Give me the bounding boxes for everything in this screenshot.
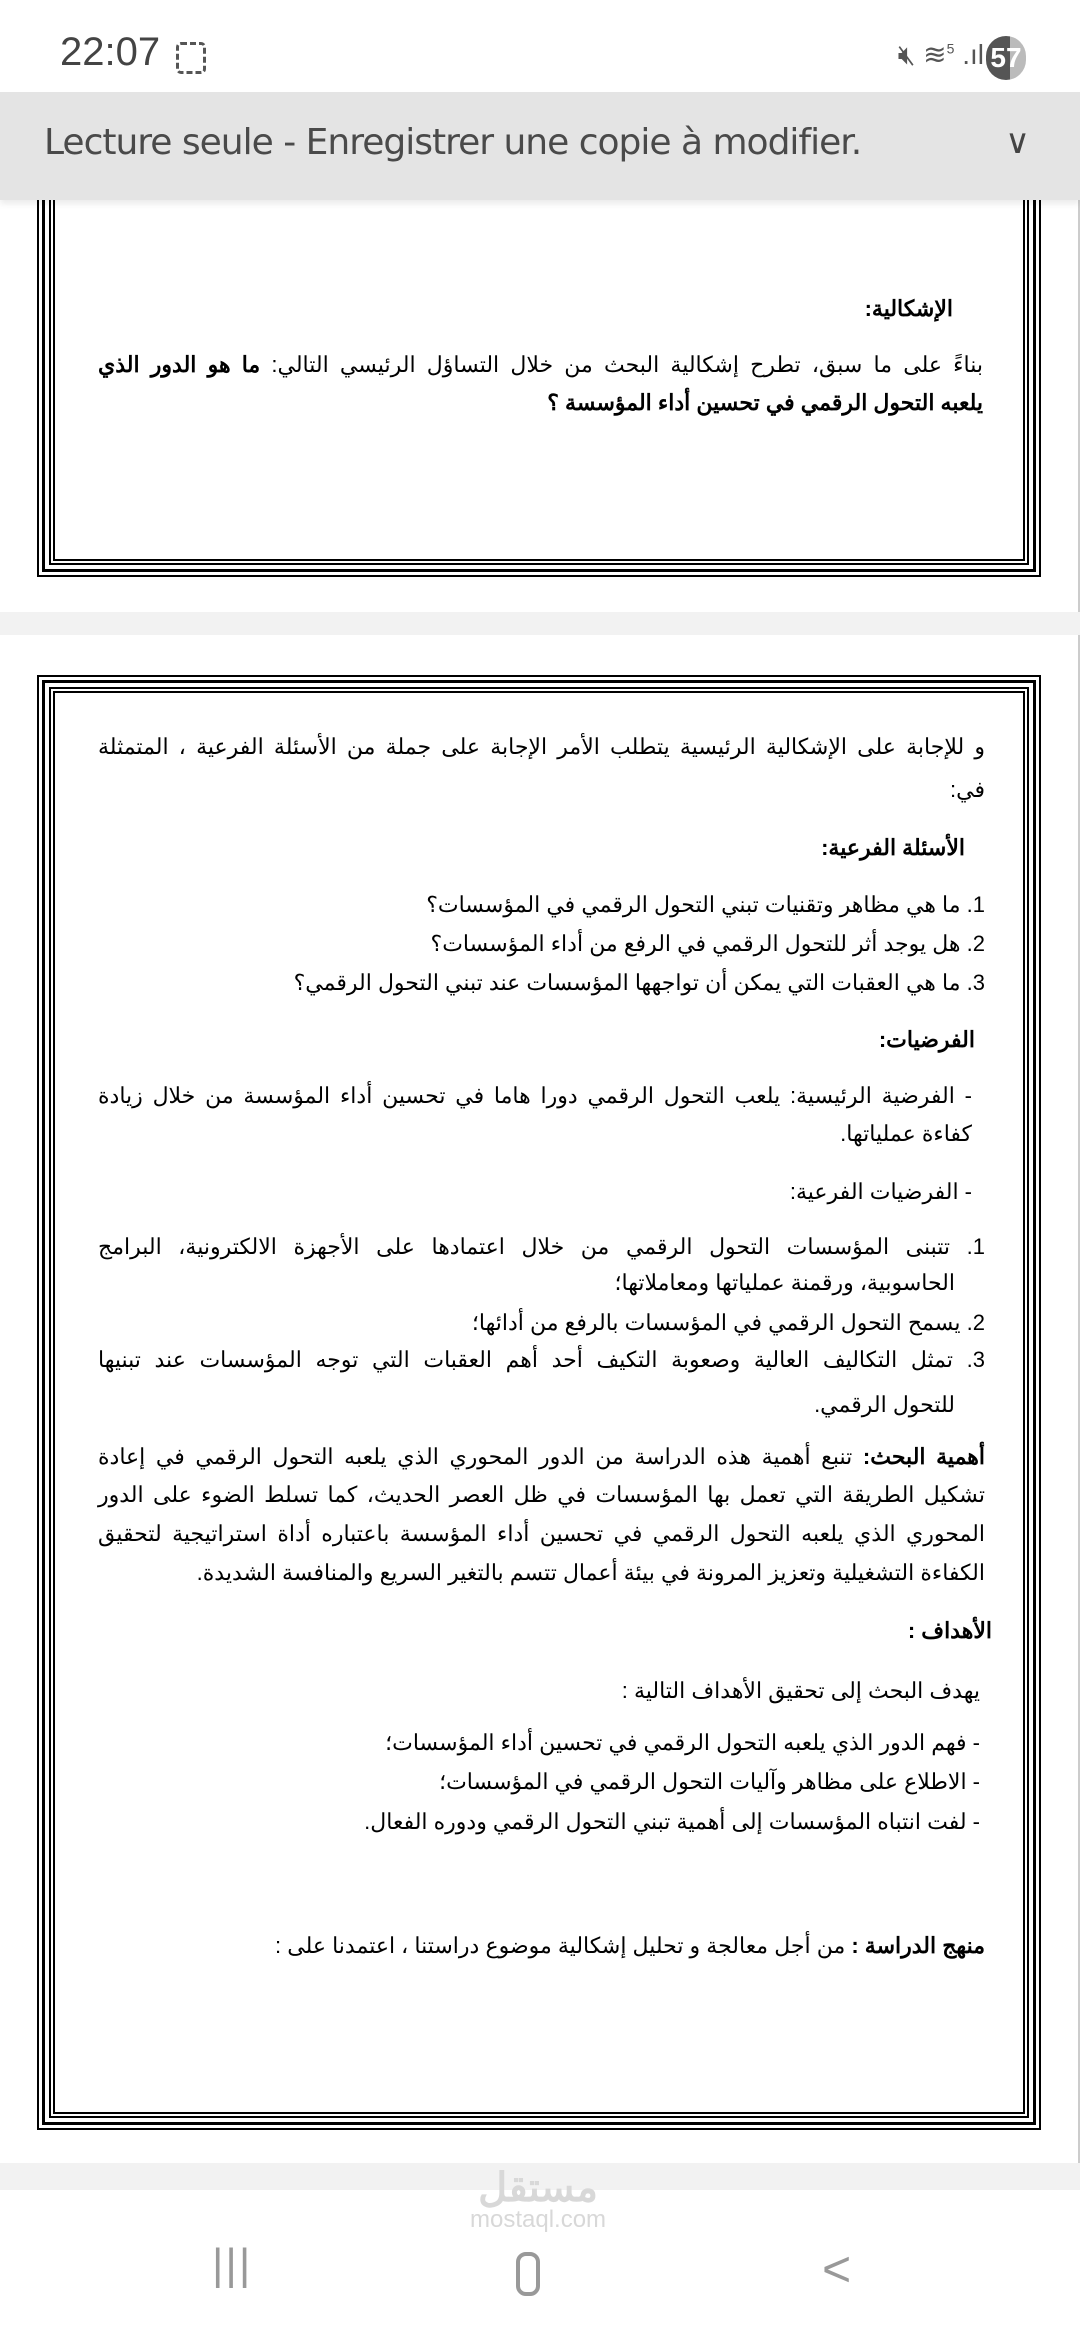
methodology-line	[98, 1933, 985, 1959]
methodology-label: منهج الدراسة :	[851, 1933, 985, 1958]
objective-item: - فهم الدور الذي يلعبه التحول الرقمي في تحسين أداء المؤسسات؛	[385, 1730, 980, 1755]
question-item: 2. هل يوجد أثر للتحول الرقمي في الرفع من أداء المؤسسات؟	[430, 931, 985, 956]
sub-hypothesis-line: 1. تتبنى المؤسسات التحول الرقمي من خلال اعتمادها على الأجهزة الالكترونية، البرامج	[98, 1234, 985, 1259]
text-span: من أجل معالجة و تحليل إشكالية موضوع دراستنا ، اعتمدنا على :	[275, 1933, 852, 1958]
objectives-intro: يهدف البحث إلى تحقيق الأهداف التالية :	[621, 1678, 980, 1703]
mute-icon: 🔇︎	[897, 39, 916, 70]
problem-heading: الإشكالية:	[864, 296, 953, 321]
sub-hypotheses-heading: - الفرضيات الفرعية:	[789, 1179, 972, 1204]
watermark-latin: mostaql.com	[470, 2206, 607, 2233]
sub-hypothesis-line: 3. تمثل التكاليف العالية وصعوبة التكيف أحد أهم العقبات التي توجه المؤسسات عند تبنيها	[98, 1347, 985, 1372]
banner-text: Lecture seule - Enregistrer une copie à modifier.	[44, 122, 862, 163]
sub-hypothesis-line: للتحول الرقمي.	[814, 1392, 955, 1417]
status-icons	[898, 38, 984, 72]
battery-icon: 57	[986, 36, 1026, 80]
question-item: 3. ما هي العقبات التي يمكن أن تواجهها المؤسسات عند تبني التحول الرقمي؟	[293, 970, 985, 995]
objective-item: - الاطلاع على مظاهر وآليات التحول الرقمي في المؤسسات؛	[439, 1769, 980, 1794]
sub-hypothesis-line: 2. يسمح التحول الرقمي في المؤسسات بالرفع من أدائها؛	[471, 1310, 985, 1335]
text-bold: ما هو الدور الذي	[98, 352, 261, 377]
hypotheses-heading: الفرضيات:	[878, 1027, 975, 1052]
clock: 22:07	[60, 30, 161, 74]
problem-paragraph-line: يلعبه التحول الرقمي في تحسين أداء المؤسسة ؟	[547, 390, 983, 415]
objective-item: - لفت انتباه المؤسسات إلى أهمية تبني التحول الرقمي ودوره الفعال.	[364, 1809, 980, 1834]
text-span: بناءً على ما سبق، تطرح إشكالية البحث من خلال التساؤل الرئيسي التالي:	[260, 352, 983, 377]
intro-line: و للإجابة على الإشكالية الرئيسية يتطلب الأمر الإجابة على جملة من الأسئلة الفرعية ، المتمثلة	[98, 734, 985, 759]
intro-line: في:	[950, 777, 985, 802]
main-hypothesis-line: كفاءة عملياتها.	[840, 1121, 972, 1146]
objectives-heading: الأهداف :	[907, 1618, 992, 1643]
sub-questions-heading: الأسئلة الفرعية:	[821, 835, 965, 860]
question-item: 1. ما هي مظاهر وتقنيات تبني التحول الرقمي في المؤسسات؟	[426, 892, 985, 917]
recent-apps-icon[interactable]: |||	[212, 2240, 253, 2289]
importance-line: المحوري الذي يلعبه التحول الرقمي في تحسين أداء المؤسسة باعتباره أداة استراتيجية لتحقيق	[98, 1521, 985, 1546]
importance-label: أهمية البحث:	[862, 1444, 985, 1469]
main-hypothesis-line: - الفرضية الرئيسية: يلعب التحول الرقمي دورا هاما في تحسين أداء المؤسسة من خلال زيادة	[98, 1083, 972, 1108]
status-bar	[0, 0, 1080, 92]
wifi-icon: ≋	[923, 39, 947, 70]
importance-line: تشكيل الطريقة التي تعمل بها المؤسسات في ظل العصر الحديث، كما تسلط الضوء على الدور	[98, 1482, 985, 1507]
chevron-down-icon[interactable]: ∨	[1005, 123, 1030, 161]
sub-hypothesis-line: الحاسوبية، ورقمنة عملياتها ومعاملاتها؛	[614, 1270, 955, 1295]
importance-line: الكفاءة التشغيلية وتعزيز المرونة في بيئة أعمال تتسم بالتغير السريع والمنافسة الشديدة.	[196, 1560, 985, 1585]
home-icon[interactable]	[516, 2252, 540, 2296]
read-only-banner[interactable]	[0, 92, 1080, 200]
back-icon[interactable]: <	[822, 2241, 852, 2297]
wifi-band: 5	[946, 40, 955, 57]
watermark-arabic: مستقل	[478, 2166, 598, 2210]
watermark-logo	[470, 2168, 606, 2232]
text-span: تنبع أهمية هذه الدراسة من الدور المحوري الذي يلعبه التحول الرقمي في إعادة	[98, 1444, 863, 1469]
screenshot-icon	[176, 42, 206, 74]
signal-icon: .ıl	[962, 39, 984, 70]
problem-paragraph-line	[98, 352, 983, 378]
importance-line	[98, 1444, 985, 1470]
